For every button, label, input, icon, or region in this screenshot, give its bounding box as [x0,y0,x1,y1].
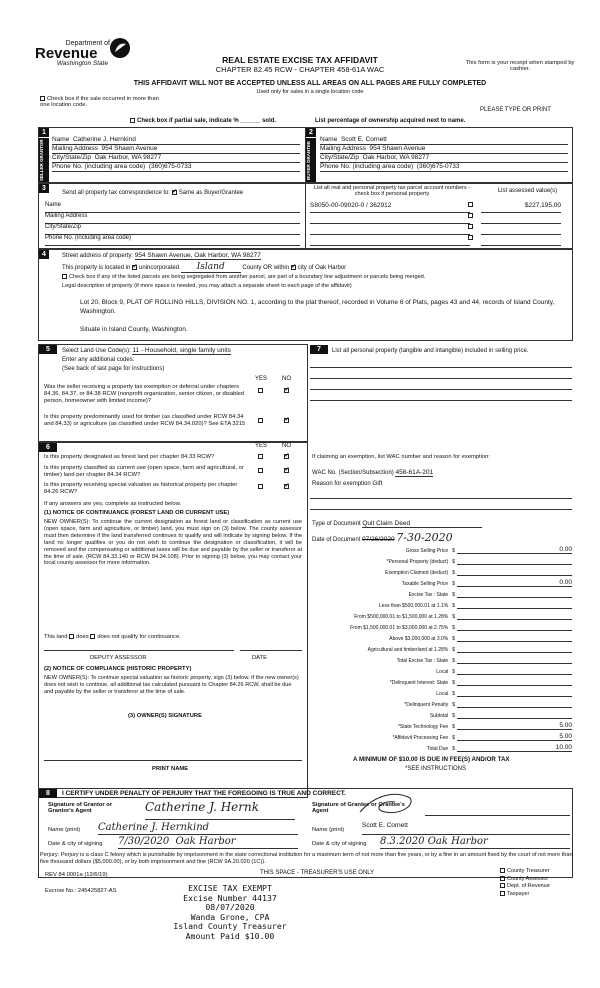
section-6-number: 6 [39,443,57,452]
grantor-name[interactable]: Catherine J. Hernkind [98,822,298,835]
wac-line: WAC No. (Section/Subsection) 458-61A-201 [312,469,434,476]
grantor-date[interactable]: 7/30/2020 [118,836,170,847]
tax-table [310,543,572,752]
correspondence-fields [45,202,300,246]
tax-label: Excise Tax : State [408,592,449,598]
same-as-buyer-checkbox[interactable] [172,190,177,195]
parcel-number[interactable]: S8050-00-09020-0 / 362912 [310,202,470,213]
tax-value[interactable] [457,690,572,697]
revenue-logo-icon [108,36,132,60]
table-row: From $500,000.01 to $1,500,000 at 1.28% $ [310,609,572,620]
corr-address-field[interactable]: Mailing Address [45,213,300,224]
grantee-name[interactable]: Scott E. Cornett [362,822,570,835]
table-row: *Delinquent Interest: State $ [310,675,572,686]
grantor-name-label: Name (print) [48,827,81,833]
checkbox[interactable] [40,96,45,101]
table-row [310,213,568,224]
form-warning: THIS AFFIDAVIT WILL NOT BE ACCEPTED UNLESS ALL AREAS ON ALL PAGES ARE FULLY COMPLETED [133,80,487,87]
table-row: Local $ [310,664,572,675]
section-4-number: 4 [39,250,49,259]
continuance-heading: (1) NOTICE OF CONTINUANCE (FOREST LAND OR CURRENT USE) [44,510,230,516]
assessed-value[interactable]: $227,195.00 [481,202,561,213]
partial-sale-check[interactable]: Check box if partial sale, indicate % ______ sold. [130,118,276,124]
tax-value[interactable] [457,668,572,675]
grantee-signature[interactable] [355,790,425,820]
certification: I CERTIFY UNDER PENALTY OF PERJURY THAT THE FOREGOING IS TRUE AND CORRECT. [62,790,346,797]
grantor-city[interactable]: Oak Harbor [175,836,236,847]
historic-no-checkbox[interactable] [284,484,289,489]
tax-label: Above $3,000,000 at 3.0% [389,636,449,642]
table-row: Gross Selling Price $ 0.00 [405,546,572,554]
tax-value[interactable] [457,679,572,686]
tax-label: Exemption Claimed (deduct) [385,570,449,576]
tax-label: *Personal Property (deduct) [386,559,449,565]
checkbox[interactable] [130,118,135,123]
street-address: Street address of property: 954 Shawn Avenue, Oak Harbor, WA 98277 [62,252,261,259]
corr-name-field[interactable]: Name [45,202,300,213]
table-row: *State Technology Fee $ 5.00 [397,722,572,730]
exemption-claim-header: If claiming an exemption, list WAC number and reason for exemption: [312,454,490,460]
tax-label: From $500,000.01 to $1,500,000 at 1.28% [354,614,449,620]
section-8-number: 8 [39,789,57,798]
tax-value[interactable] [457,558,572,565]
revision-number: REV 84 0001a (12/6/19) [45,872,108,878]
forest-question: Is this property designated as forest land per chapter 84.33 RCW? [44,454,215,460]
date-label: DATE [252,655,268,661]
table-row: *Affidavit Processing Fee $ 5.00 [392,733,572,741]
seller-address[interactable]: 954 Shawn Avenue [101,145,158,152]
tax-value[interactable]: 0.00 [457,546,572,554]
personal-property-header: List all personal property (tangible and intangible) included in selling price. [332,348,529,354]
personal-property-checkbox[interactable] [468,202,473,207]
table-row [310,235,568,246]
tax-label: *Delinquent Interest: State [389,680,449,686]
tax-value[interactable] [457,701,572,708]
tax-value[interactable] [457,657,572,664]
buyer-address[interactable]: 954 Shawn Avenue [369,145,426,152]
section-7-number: 7 [310,345,328,354]
tax-label: Less than $500,000.01 at 1.1% [378,603,449,609]
seller-city[interactable]: Oak Harbor, WA 98277 [94,154,162,161]
table-row: Less than $500,000.01 at 1.1% $ [310,598,572,609]
table-row: *Personal Property (deduct) $ [310,554,572,565]
table-row [310,202,568,213]
table-row: From $1,500,000.01 to $3,000,000 at 2.75% $ [310,620,572,631]
tax-value[interactable] [457,712,572,719]
luc-value[interactable]: 11 - Household, single family units [132,347,231,354]
handwritten-date[interactable]: 7-30-2020 [396,531,453,544]
grantor-date-label: Date & city of signing [48,841,103,847]
table-row: Agricultural and timberland at 1.28% $ [310,642,572,653]
tax-label: Agricultural and timberland at 1.28% [367,647,449,653]
does-checkbox[interactable] [69,634,74,639]
parcel-header: List all real and personal property tax parcel account numbers - check box if personal property [313,185,471,197]
reason-value[interactable]: Gift [372,480,383,487]
table-row: Local $ [310,686,572,697]
grantor-signature-label: Signature of Grantor or Grantor's Agent [48,802,113,814]
section-3-number: 3 [39,184,49,193]
tax-value[interactable] [457,613,572,620]
seller-side-label: SELLER GRANTOR [39,138,49,182]
deputy-assessor-label: DEPUTY ASSESSOR [90,655,147,661]
qualify-line: This land does does not qualify for continuance. [44,634,181,641]
current-use-yes-checkbox[interactable] [258,468,263,473]
situate-text: Situate in Island County, Washington. [80,326,188,333]
tax-value[interactable] [457,591,572,598]
forest-no-checkbox[interactable] [284,454,289,459]
street-value[interactable]: 954 Shawn Avenue, Oak Harbor, WA 98277 [134,252,261,259]
tax-value[interactable]: 5.00 [457,733,572,741]
corr-phone-field[interactable]: Phone No. (including area code) [45,235,300,246]
form-chapter: CHAPTER 82.45 RCW - CHAPTER 458-61A WAC [215,65,385,74]
table-row: Total Excise Tax : State $ [310,653,572,664]
exemption-question: Was the seller receiving a property tax exemption or deferral under chapters 84.36, 84.37, or 84.38 RCW (nonprofit organization, senior citizen, or disabled person, homeowner with limited income)? [44,384,245,404]
land-use-code: Select Land Use Code(s): 11 - Household, single family units [62,347,231,354]
print-name-label: PRINT NAME [152,766,189,772]
grantee-date-label: Date & city of signing [312,841,367,847]
treasurer-use-label: THIS SPACE - TREASURER'S USE ONLY [260,870,375,876]
does-not-checkbox[interactable] [90,634,95,639]
county-value[interactable]: Island [181,262,241,273]
current-use-question: Is this property classified as current use (open space, farm and agricultural, or timber) land per chapter 84.34 RCW? [44,465,244,478]
section-5-number: 5 [39,345,57,354]
tax-value[interactable] [457,602,572,609]
ownership-note: List percentage of ownership acquired next to name. [315,118,466,124]
seller-block: Name Catherine J. Hernkind Mailing Address 954 Shawn Avenue City/State/Zip Oak Harbor, WA 98277 Phone No. (including area code) (360)675-0733 [52,136,300,172]
tax-label: Local [436,691,449,697]
codes-instructions: (See back of last page for instructions) [62,366,165,372]
compliance-text: NEW OWNER(S): To continue special valuation as historic property, sign (3) below. If the new owner(s) does not wish to continue, all additional tax calculated pursuant to Chapter 84.26 RCW, shall be due and payable by the seller or transferor at the time of sale. [44,675,299,695]
table-row: *Delinquent Penalty $ [310,697,572,708]
city-checkbox[interactable] [291,265,296,270]
forest-yes-checkbox[interactable] [258,454,263,459]
tax-value[interactable]: 0.00 [457,579,572,587]
segregated-check: Check box if any of the listed parcels are being segregated from another parcel, are part of a boundary line adjustment or parcels being merged. [62,274,567,280]
table-row: Total Due $ 10.00 [427,744,572,752]
seller-name[interactable]: Catherine J. Hernkind [72,136,136,143]
tax-label: Gross Selling Price [405,548,449,554]
escrow-number: Escrow No.: 245425827-AS [45,888,117,894]
checkbox[interactable] [62,274,67,279]
wac-value[interactable]: 458-61A-201 [395,469,434,476]
dor-logo: Department of Revenue Washington State [35,40,130,67]
timber-question: Is this property predominantly used for timber (as classified under RCW 84.34 and 84.33) or agriculture (as classified under RCW 84.34.020)? See ETA 3215 [44,414,246,427]
treasurer-stamp: EXCISE TAX EXEMPT Excise Number 44137 08/07/2020 Wanda Grone, CPA Island County Treasurer Amount Paid $10.00 [173,883,287,941]
unincorporated-checkbox[interactable] [132,265,137,270]
document-type: Type of Document Quit Claim Deed [312,520,482,528]
location-line: This property is located in ✓ unincorporated Island County OR within ✓ city of Oak Harbor [62,262,346,273]
buyer-side-label: BUYER GRANTEE [306,138,316,182]
receipt-note: This form is your receipt when stamped by cashier. [465,60,575,72]
tax-value[interactable] [457,646,572,653]
tax-label: *State Technology Fee [397,724,449,730]
struck-date: 07/26/2020 [362,536,395,543]
buyer-phone[interactable]: (360)675-0733 [416,163,460,170]
assessed-header: List assessed value(s) [497,188,558,194]
historic-yes-checkbox[interactable] [258,484,263,489]
perjury-notice: Perjury: Perjury is a class C felony which is punishable by imprisonment in the state correctional institution for a maximum term of not more than five years, or by a fine in an amount fixed by the court of not more than five thousand dollars ($5,000.00), or by both imprisonment and fine (RCW 9A.20.020 (1C)). [40,852,573,865]
tax-value[interactable] [457,635,572,642]
tax-label: *Delinquent Penalty [404,702,449,708]
table-row: Taxable Selling Price $ 0.00 [401,579,572,587]
if-any-note: If any answers are yes, complete as instructed below. [44,501,182,507]
see-instructions: *SEE INSTRUCTIONS [405,766,467,772]
section-2-number: 2 [306,128,316,137]
tax-label: Total Excise Tax : State [396,658,449,664]
copy-distribution: County Treasurer County Assessor Dept. of Revenue Taxpayer [500,868,550,898]
tax-value[interactable]: 5.00 [457,722,572,730]
tax-value[interactable]: 10.00 [457,744,572,752]
reason-line: Reason for exemption Gift [312,480,383,487]
continuance-text: NEW OWNER(S): To continue the current designation as forest land or classification as current use (open space, farm and agriculture, or timber) land, you must sign on (3) below. The county assessor must then determine if the land transferred continues to qualify and will indicate by signing below. If the land no longer qualifies or you do not wish to continue the designation or classification, it will be removed and the compensating or additional taxes will be due and payable by the seller or transferor at the time of sale. (RCW 84.33.140 or RCW 84.34.108). Prior to signing (3) below, you may contact your local county assessor for more information. [44,519,302,567]
owner-signature-label: (3) OWNER(S) SIGNATURE [128,713,202,719]
table-row: Exemption Claimed (deduct) $ [310,565,572,576]
buyer-city[interactable]: Oak Harbor, WA 98277 [362,154,430,161]
buyer-block: Name Scott E. Cornett Mailing Address 954 Shawn Avenue City/State/Zip Oak Harbor, WA 98277 Phone No. (including area code) (360)675-0733 [320,136,568,172]
table-row [310,224,568,235]
tax-label: *Affidavit Processing Fee [392,735,449,741]
table-row: Excise Tax : State $ [310,587,572,598]
form-title: REAL ESTATE EXCISE TAX AFFIDAVIT [222,55,378,65]
document-date: Date of Document 07/26/2020 7-30-2020 [312,531,453,544]
grantor-signature[interactable]: Catherine J. Hernk [145,800,295,820]
tax-label: Subtotal [429,713,449,719]
additional-codes: Enter any additional codes: [62,357,135,363]
table-row: Subtotal $ [310,708,572,719]
legal-description: Lot 20, Block 9, PLAT OF ROLLING HILLS, DIVISION NO. 1, according to the plat thereof, recorded in Volume 6 of Plats, pages 43 and 44, records of Island County, Washington. [80,299,555,315]
compliance-heading: (2) NOTICE OF COMPLIANCE (HISTORIC PROPERTY) [44,666,192,672]
minimum-due-note: A MINIMUM OF $10.00 IS DUE IN FEE(S) AND/OR TAX [353,756,510,763]
current-use-no-checkbox[interactable] [284,468,289,473]
seller-phone[interactable]: (360)675-0733 [148,163,192,170]
tax-value[interactable] [457,569,572,576]
multi-location-check[interactable]: Check box if the sale occurred in more than one location code. [40,96,159,109]
grantee-signature-label: Signature of Grantee or Grantee's Agent [312,802,405,814]
section-1-number: 1 [39,128,49,137]
legal-header: Legal description of property (if more space is needed, you may attach a separate sheet to each page of the affidavit) [62,283,352,289]
tax-label: From $1,500,000.01 to $3,000,000 at 2.75% [350,625,449,631]
historic-question: Is this property receiving special valuation as historical property per chapter 84.26 RCW? [44,482,238,495]
table-row: Above $3,000,000 at 3.0% $ [310,631,572,642]
grantee-name-label: Name (print) [312,827,345,833]
grantee-date-city[interactable]: 8.3.2020 Oak Harbor [380,836,570,849]
document-type-value[interactable]: Quit Claim Deed [362,520,482,528]
single-location-note: Used only for sales in a single location code [256,89,364,95]
tax-label: Local [436,669,449,675]
corr-city-field[interactable]: City/State/Zip [45,224,300,235]
correspondence-label: Send all property tax correspondence to: ✓ Same as Buyer/Grantee [62,190,243,196]
tax-label: Total Due [427,746,449,752]
parcel-table [310,202,568,246]
tax-label: Taxable Selling Price [401,581,449,587]
q1-yes-checkbox[interactable] [258,388,263,393]
buyer-name[interactable]: Scott E. Cornett [340,136,387,143]
tax-value[interactable] [457,624,572,631]
q2-yes-checkbox[interactable] [258,418,263,423]
q2-no-checkbox[interactable] [284,418,289,423]
type-print-note: PLEASE TYPE OR PRINT [480,107,551,113]
q1-no-checkbox[interactable] [284,388,289,393]
